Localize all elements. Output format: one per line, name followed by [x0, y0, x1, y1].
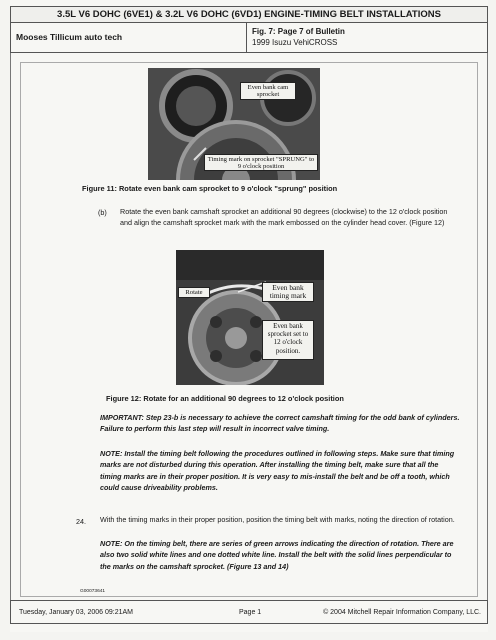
footer-copyright: © 2004 Mitchell Repair Information Company, LLC.	[323, 609, 481, 616]
install-note: NOTE: Install the timing belt following the procedures outlined in following steps. Make sure that timing marks are not disturbed during this operation. After installing the timing belt, make sure that all the timing marks are in their proper position. It is very easy to mis-install the belt and be off a tooth, which could cause driveability problems.	[100, 449, 455, 493]
step-24-number: 24.	[76, 517, 86, 526]
callout-even-bank-timing-mark: Even bank timing mark	[262, 282, 314, 302]
document-header	[10, 23, 488, 53]
footer-date: Tuesday, January 03, 2006 09:21AM	[19, 609, 134, 616]
figure-11-caption: Figure 11: Rotate even bank cam sprocket to 9 o'clock "sprung" position	[82, 184, 338, 193]
vehicle-line: 1999 Isuzu VehiCROSS	[252, 38, 338, 47]
figure-info	[247, 23, 345, 52]
timing-mark-photo-graphic	[176, 250, 324, 385]
document-footer	[10, 600, 488, 624]
figure-page-line: Fig. 7: Page 7 of Bulletin	[252, 27, 345, 36]
figure-12-photo	[176, 250, 324, 385]
callout-rotate: Rotate	[178, 287, 210, 298]
callout-even-bank-sprocket-set: Even bank sprocket set to 12 o'clock position.	[262, 320, 314, 360]
figure-12-caption: Figure 12: Rotate for an additional 90 degrees to 12 o'clock position	[106, 394, 344, 403]
callout-even-bank-cam-sprocket: Even bank cam sprocket	[240, 82, 296, 100]
shop-name: Mooses Tillicum auto tech	[11, 23, 247, 52]
image-id: G00073641	[80, 589, 106, 594]
step-b-text: Rotate the even bank camshaft sprocket an additional 90 degrees (clockwise) to the 12 o'clock position and align the camshaft sprocket mark with the mark embossed on the cylinder head cover. (Figure 12)	[120, 207, 448, 227]
callout-timing-mark-sprung: Timing mark on sprocket "SPRUNG" to 9 o'clock position	[204, 154, 318, 171]
step-24-text: With the timing marks in their proper position, position the timing belt with marks, noting the direction of rotation.	[100, 515, 455, 524]
timing-belt-note: NOTE: On the timing belt, there are series of green arrows indicating the direction of rotation. There are also two solid white lines and one dotted white line. Install the belt with the solid lines perpendicular to the marks on the camshaft sprocket. (Figure 13 and 14)	[100, 539, 454, 571]
step-b-label: (b)	[98, 208, 107, 217]
document-title: 3.5L V6 DOHC (6VE1) & 3.2L V6 DOHC (6VD1) ENGINE-TIMING BELT INSTALLATIONS	[10, 6, 488, 23]
important-note: IMPORTANT: Step 23-b is necessary to achieve the correct camshaft timing for the odd bank of cylinders. Failure to perform this last step will result in incorrect valve timing.	[100, 413, 460, 434]
footer-page: Page 1	[239, 609, 262, 616]
